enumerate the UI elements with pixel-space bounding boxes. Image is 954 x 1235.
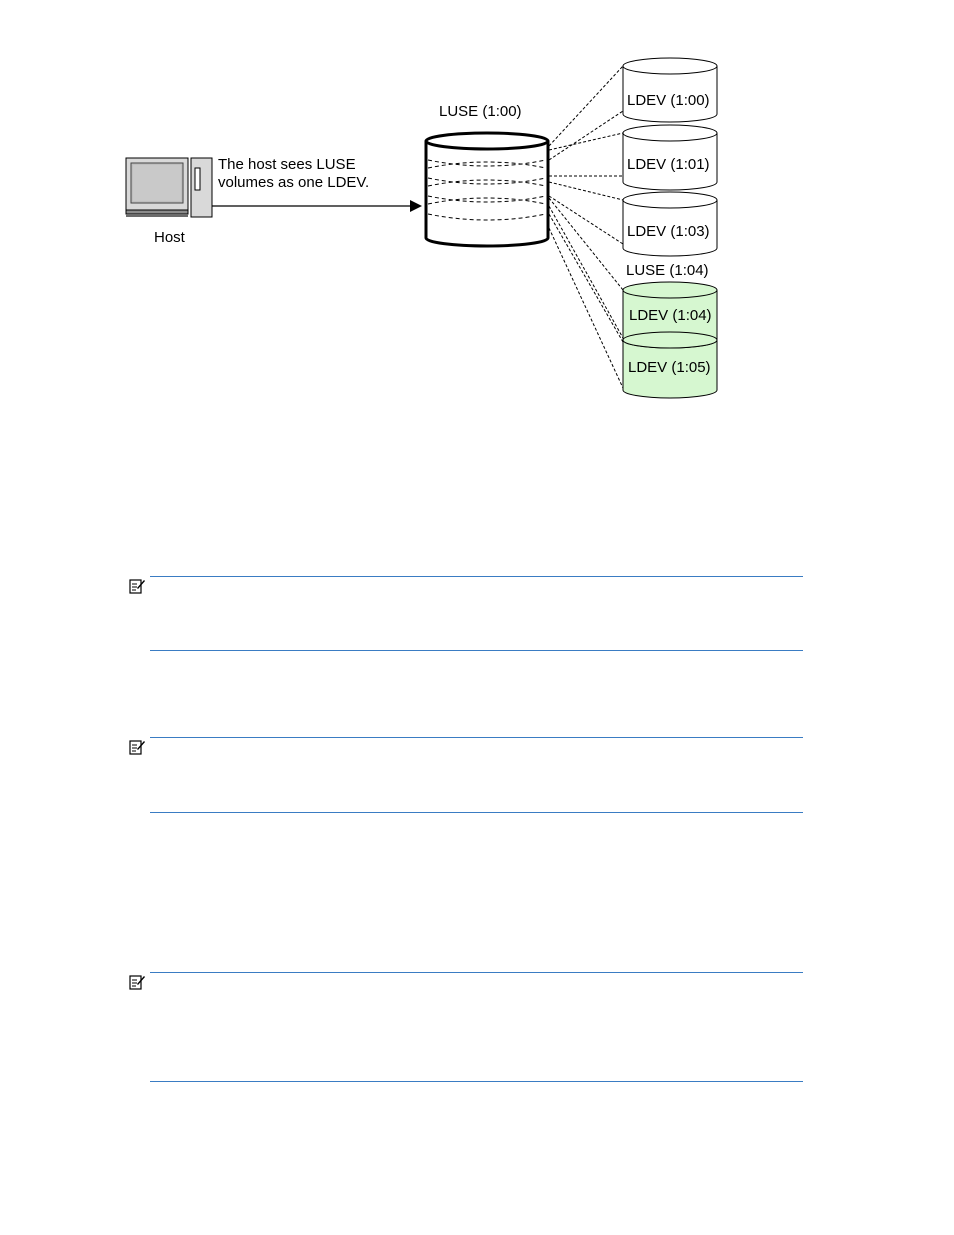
note-bottom-rule <box>150 812 803 813</box>
note-top-rule <box>150 737 803 738</box>
ldev-label: LDEV (1:03) <box>627 223 710 240</box>
note-bottom-rule <box>150 1081 803 1082</box>
connector-lines <box>549 66 623 388</box>
host-caption-line2: volumes as one LDEV. <box>218 174 370 191</box>
note-icon <box>128 577 146 595</box>
host-caption-line1: The host sees LUSE <box>218 156 356 173</box>
ldev-cylinder <box>623 58 717 122</box>
note-top-rule <box>150 576 803 577</box>
host-to-luse-arrow <box>212 200 422 212</box>
ldev-label: LDEV (1:05) <box>628 359 711 376</box>
ldev-label: LDEV (1:01) <box>627 156 710 173</box>
note-icon <box>128 973 146 991</box>
host-computer-icon <box>126 158 212 217</box>
luse-main-cylinder <box>426 133 548 246</box>
luse-main-label: LUSE (1:00) <box>439 103 522 120</box>
note-bottom-rule <box>150 650 803 651</box>
note-icon <box>128 738 146 756</box>
ldev-label: LDEV (1:00) <box>627 92 710 109</box>
host-label: Host <box>154 229 185 246</box>
note-top-rule <box>150 972 803 973</box>
luse-diagram <box>0 0 954 420</box>
luse-group-label: LUSE (1:04) <box>626 262 709 279</box>
luse-group-cylinder <box>623 282 717 398</box>
ldev-label: LDEV (1:04) <box>629 307 712 324</box>
